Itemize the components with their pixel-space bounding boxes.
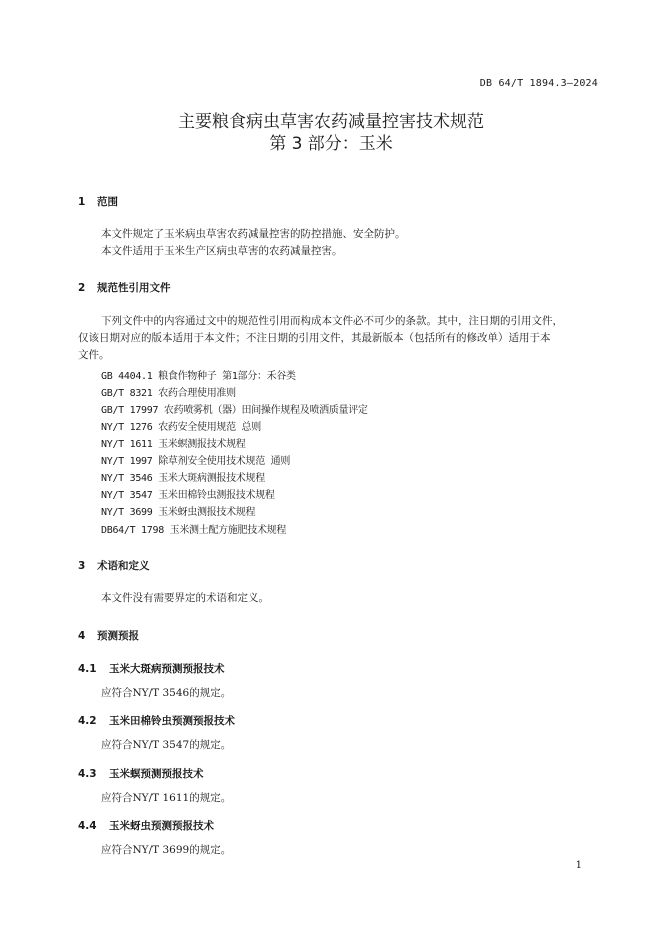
document-subtitle: 第 3 部分：玉米 xyxy=(269,134,393,154)
subsection-4-3-heading xyxy=(78,766,204,781)
reference-item: GB 4404.1 粮食作物种子 第1部分：禾谷类 xyxy=(101,371,296,382)
section-2-heading xyxy=(78,280,171,295)
subsection-4-3-para: 应符合NY/T 1611的规定。 xyxy=(101,792,232,804)
reference-item: GB/T 17997 农药喷雾机（器）田间操作规程及喷洒质量评定 xyxy=(101,405,368,416)
section-2-intro-line-2: 仅该日期对应的版本适用于本文件；不注日期的引用文件，其最新版本（包括所有的修改单）适用于本 xyxy=(78,332,551,344)
section-2-intro-line-3: 文件。 xyxy=(78,349,110,361)
section-4-heading xyxy=(78,628,139,643)
section-3-para: 本文件没有需要界定的术语和定义。 xyxy=(101,592,269,604)
subsection-4-4-para: 应符合NY/T 3699的规定。 xyxy=(101,844,232,856)
reference-item: NY/T 1611 玉米螟测报技术规程 xyxy=(101,439,246,450)
reference-item: NY/T 1276 农药安全使用规范 总则 xyxy=(101,422,261,433)
section-1-para-1: 本文件规定了玉米病虫草害农药减量控害的防控措施、安全防护。 xyxy=(101,228,406,240)
subsection-title: 玉米大斑病预测预报技术 xyxy=(109,663,225,675)
reference-item: NY/T 3699 玉米蚜虫测报技术规程 xyxy=(101,507,256,518)
subsection-number: 4.4 xyxy=(78,820,97,832)
section-1-para-2: 本文件适用于玉米生产区病虫草害的农药减量控害。 xyxy=(101,245,343,257)
subsection-4-4-heading xyxy=(78,818,214,833)
subsection-number: 4.3 xyxy=(78,768,97,780)
subsection-number: 4.2 xyxy=(78,715,97,727)
section-title: 规范性引用文件 xyxy=(97,282,171,294)
reference-item: DB64/T 1798 玉米测土配方施肥技术规程 xyxy=(101,525,287,536)
reference-item: NY/T 3547 玉米田棉铃虫测报技术规程 xyxy=(101,490,275,501)
section-number: 1 xyxy=(78,196,86,208)
section-2-intro-line-1: 下列文件中的内容通过文中的规范性引用而构成本文件必不可少的条款。其中，注日期的引用文件， xyxy=(101,315,563,327)
section-3-heading xyxy=(78,558,150,573)
section-number: 4 xyxy=(78,630,86,642)
section-title: 术语和定义 xyxy=(97,560,150,572)
subsection-title: 玉米螟预测预报技术 xyxy=(109,768,204,780)
subsection-4-2-heading xyxy=(78,713,235,728)
section-1-heading xyxy=(78,194,118,209)
section-number: 3 xyxy=(78,560,86,572)
reference-item: GB/T 8321 农药合理使用准则 xyxy=(101,388,236,399)
subsection-number: 4.1 xyxy=(78,663,97,675)
page-number: 1 xyxy=(575,860,582,871)
reference-item: NY/T 1997 除草剂安全使用技术规范 通则 xyxy=(101,456,291,467)
section-title: 预测预报 xyxy=(97,630,139,642)
subsection-4-1-heading xyxy=(78,661,225,676)
standard-code: DB 64/T 1894.3—2024 xyxy=(479,78,598,89)
subsection-4-1-para: 应符合NY/T 3546的规定。 xyxy=(101,687,232,699)
subsection-title: 玉米田棉铃虫预测预报技术 xyxy=(109,715,235,727)
subsection-4-2-para: 应符合NY/T 3547的规定。 xyxy=(101,739,232,751)
section-title: 范围 xyxy=(97,196,118,208)
document-title: 主要粮食病虫草害农药减量控害技术规范 xyxy=(178,112,484,132)
subsection-title: 玉米蚜虫预测预报技术 xyxy=(109,820,214,832)
reference-item: NY/T 3546 玉米大斑病测报技术规程 xyxy=(101,473,265,484)
section-number: 2 xyxy=(78,282,86,294)
